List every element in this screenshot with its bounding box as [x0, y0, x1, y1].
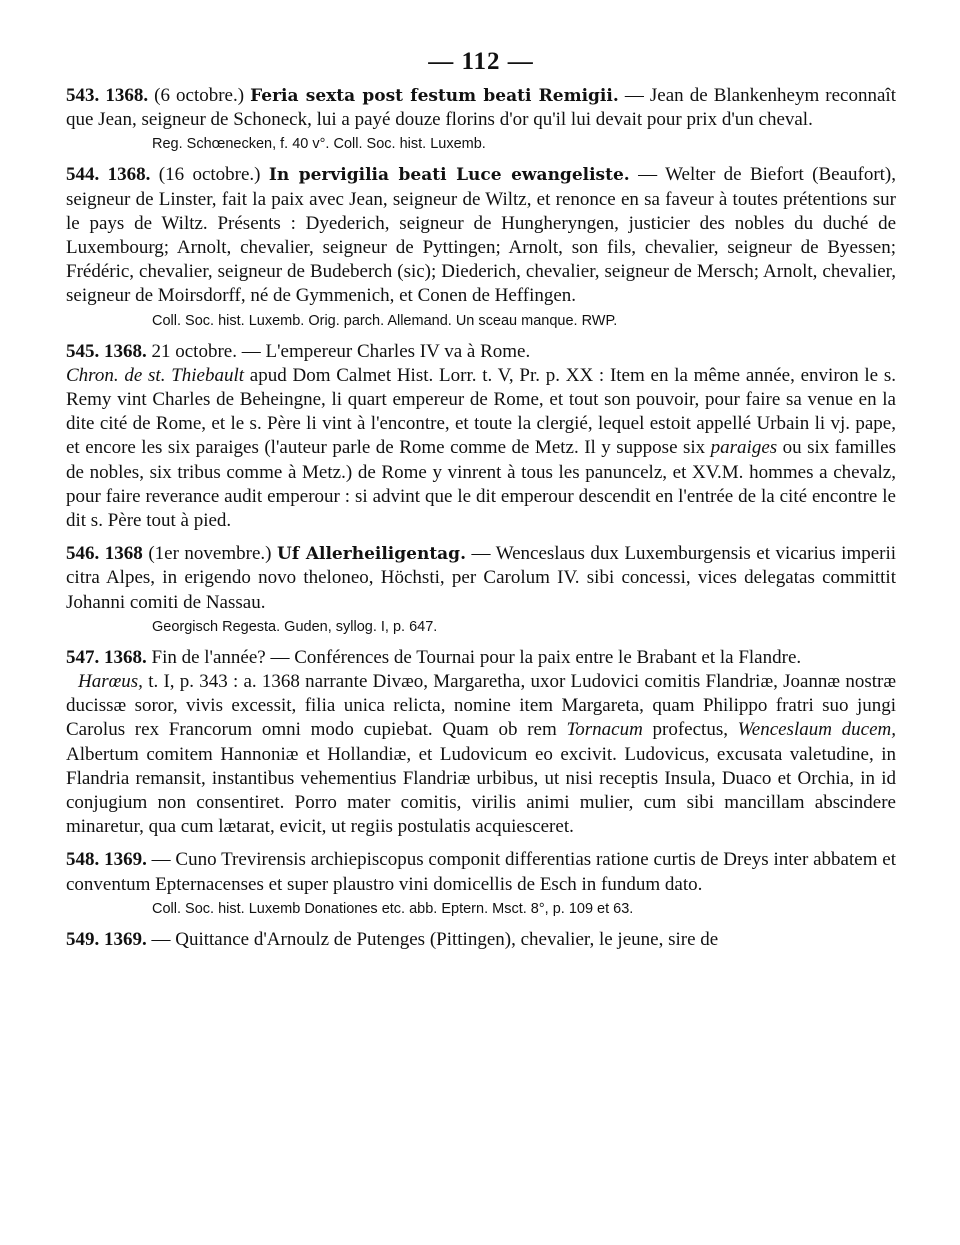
- entry-citation: Georgisch Regesta. Guden, syllog. I, p. 647.: [152, 618, 438, 635]
- entry-date: (1er novembre.): [148, 543, 272, 565]
- entry-year: 1368.: [104, 646, 147, 668]
- entry-545: [66, 340, 896, 364]
- source-text: Albertum comitem Hannoniæ et Hollandiæ, et Ludovicum eo excivit. Ludovicus, excusata valetudine, in Flandria remansit, instantibus vehementius Flandriæ urbibus, ut nisi receptis Insula, Duaco et Orchia, in id conjugium non consentiret. Porro mater comitis, virilis animi mulier, cum sibi mancillam abscindere minaretur, qua cum lætarat, evicit, ut regiis postulatis acquiesceret.: [66, 743, 896, 838]
- entry-number: 546.: [66, 543, 100, 565]
- entry-547: [66, 646, 896, 670]
- entry-year: 1368.: [104, 340, 147, 362]
- entry-source: [66, 670, 896, 839]
- entry-citation: Reg. Schœnecken, f. 40 v°. Coll. Soc. hist. Luxemb.: [152, 136, 486, 153]
- source-italic-term: Tornacum: [566, 719, 643, 741]
- entry-date: (6 octobre.): [154, 85, 245, 106]
- entry-546: [66, 542, 896, 615]
- entry-number: 547.: [66, 646, 100, 668]
- entry-543: [66, 84, 896, 132]
- entry-549: [66, 928, 896, 952]
- entry-544: [66, 163, 896, 308]
- source-italic-term: Wenceslaum ducem,: [737, 719, 896, 741]
- entry-year: 1369.: [104, 849, 147, 871]
- entry-date: Fin de l'année?: [151, 646, 266, 668]
- source-italic-term: paraiges: [710, 437, 778, 459]
- entry-number: 544.: [66, 164, 100, 186]
- entry-text: — Wenceslaus dux Luxemburgensis et vicarius imperii citra Alpes, in erigendo novo theloneo, Höchsti, per Carolum IV. sibi concessi, vices delegatas committit Johanni comiti de Nassau.: [66, 543, 897, 613]
- entry-text: — Jean de Blankenheym reconnaît que Jean, seigneur de Schoneck, lui a payé douze florins d'or qu'il lui devait pour prix d'un cheval.: [66, 85, 896, 131]
- entry-feast: In pervigilia beati Luce ewangeliste.: [268, 165, 630, 186]
- entry-number: 545.: [66, 340, 100, 362]
- entry-year: 1368: [104, 543, 143, 565]
- entry-date: (16 octobre.): [158, 164, 261, 186]
- source-title: Chron. de st. Thiebault: [66, 364, 245, 386]
- entry-text: — Welter de Biefort (Beaufort), seigneur de Linster, fait la paix avec Jean, seigneur de Wiltz, et renonce en sa faveur à toutes prétentions sur le pays de Wiltz. Présents : Dyederich, seigneur de Hungheryngen, justicier des nobles du duché de Luxembourg; Arnolt, chevalier, seigneur de Pyttingen; Arnolt, son fils, chevalier, seigneur de Byessen; Frédéric, chevalier, seigneur de Budeberch (sic); Diederich, chevalier, seigneur de Mersch; Arnolt, chevalier, seigneur de Moirsdorff, né de Gymmenich, et Conen de Heffingen.: [66, 164, 897, 307]
- entry-text: — L'empereur Charles IV va à Rome.: [241, 340, 531, 362]
- source-text: ou six familles de nobles, six tribus comme à Metz.) de Rome y vinrent à tous les panuncelz, et XV.M. hommes a chevalz, pour faire reverance audit emperour : si advint que le dit emperour descendit en l'entrée de la cité encontre le dit s. Père tout à pied.: [66, 437, 896, 532]
- entry-citation: Coll. Soc. hist. Luxemb Donationes etc. abb. Eptern. Msct. 8°, p. 109 et 63.: [152, 900, 634, 917]
- entry-date: 21 octobre.: [151, 340, 237, 362]
- page-number: — 112 —: [428, 48, 534, 75]
- entry-source: [66, 364, 896, 533]
- entry-number: 549.: [66, 928, 100, 950]
- entry-number: 548.: [66, 849, 100, 871]
- source-text: apud Dom Calmet Hist. Lorr. t. V, Pr. p. XX : Item en la même année, environ le s. Remy vint Charles de Beheingne, li quart empereur de Rome, et tout son pouvoir, pour faire sa venue en la dite cité de Rome, et le s. Père li vint à l'encontre, et toute la clergié, lequel estoit appellé Urbain li vj. pape, et encore les six paraiges (l'auteur parle de Rome comme de Metz. Il y suppose six: [66, 364, 896, 459]
- entry-feast: Uf Allerheiligentag.: [277, 544, 466, 565]
- entry-text: — Conférences de Tournai pour la paix entre le Brabant et la Flandre.: [270, 646, 802, 668]
- source-text: profectus,: [642, 719, 738, 741]
- entry-year: 1369.: [104, 928, 147, 950]
- entry-citation: Coll. Soc. hist. Luxemb. Orig. parch. Allemand. Un sceau manque. RWP.: [152, 312, 618, 329]
- entry-text: — Quittance d'Arnoulz de Putenges (Pittingen), chevalier, le jeune, sire de: [151, 928, 719, 950]
- entry-year: 1368.: [107, 164, 151, 186]
- source-title: Harœus,: [78, 671, 143, 693]
- entry-number: 543.: [66, 85, 100, 106]
- source-text: t. I, p. 343 : a. 1368 narrante Divæo, Margaretha, uxor Ludovici comitis Flandriæ, Joannæ nostræ ducissæ soror, vivis excessit, filia unica relicta, nomine item Margareta, quam Philippo fratri suo jungi Carolus rex Francorum omni modo cupiebat. Quam ob rem: [66, 671, 897, 741]
- page-body: [66, 48, 896, 952]
- entry-feast: Feria sexta post festum beati Remigii.: [250, 86, 619, 106]
- entry-text: — Cuno Trevirensis archiepiscopus componit differentias ratione curtis de Dreys inter abbatem et conventum Epternacenses et super plaustro vini domicellis de Esch in fundum dato.: [66, 849, 896, 895]
- entry-548: [66, 848, 896, 896]
- entry-year: 1368.: [105, 85, 149, 106]
